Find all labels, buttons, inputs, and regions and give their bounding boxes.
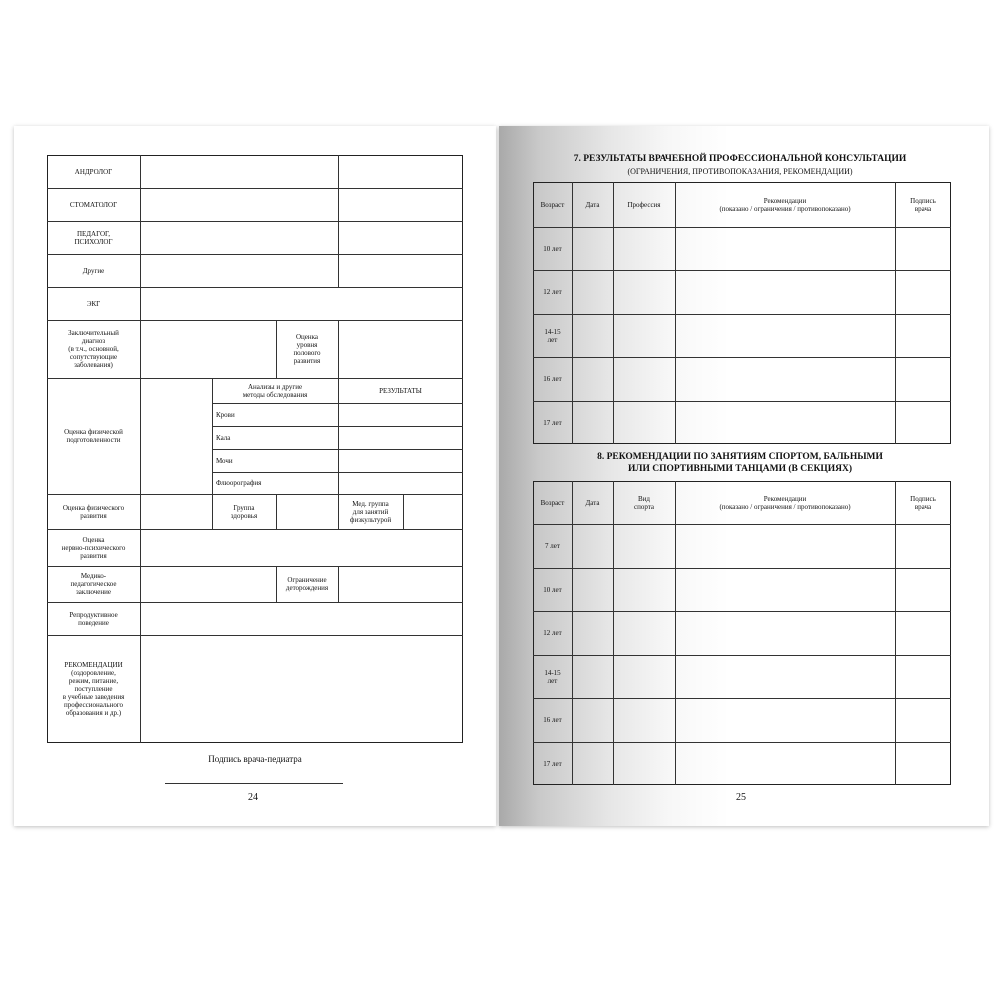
column-divider — [338, 320, 339, 378]
label-physical-fitness: Оценка физической подготовленности — [64, 428, 123, 444]
row-divider — [533, 401, 951, 402]
column-divider — [338, 566, 339, 602]
label-childbirth-limit: Ограничение деторождения — [285, 576, 329, 592]
page-number-right: 25 — [736, 792, 746, 803]
row-divider — [533, 568, 951, 569]
s8-age-cell: 10 лет — [543, 585, 562, 594]
s7-header-signature: Подпись врача — [910, 196, 936, 213]
label-health-group: Группа здоровья — [230, 503, 258, 520]
row-divider — [533, 698, 951, 699]
section8-table — [533, 481, 951, 785]
signature-label: Подпись врача-педиатра — [208, 754, 302, 764]
s8-age-cell: 7 лет — [545, 542, 560, 550]
section7-title: 7. РЕЗУЛЬТАТЫ ВРАЧЕБНОЙ ПРОФЕССИОНАЛЬНОЙ КОНСУЛЬТАЦИИ — [573, 154, 907, 164]
column-divider — [276, 494, 277, 529]
row-divider — [533, 227, 951, 228]
label-reproductive: Репродуктивное поведение — [69, 610, 118, 627]
label-ecg: ЭКГ — [86, 299, 101, 308]
label-andrologist: АНДРОЛОГ — [74, 167, 113, 176]
s8-age-cell: 16 лет — [543, 716, 562, 724]
s8-age-cell: 12 лет — [543, 629, 562, 637]
row-divider — [533, 524, 951, 525]
section8-title: 8. РЕКОМЕНДАЦИИ ПО ЗАНЯТИЯМ СПОРТОМ, БАЛЬНЫМИ ИЛИ СПОРТИВНЫМИ ТАНЦАМИ (В СЕКЦИЯХ) — [597, 452, 883, 474]
column-divider — [895, 481, 896, 785]
label-sexual-development: Оценка уровня полового развития — [293, 333, 321, 365]
label-pedagogue: ПЕДАГОГ, ПСИХОЛОГ — [74, 229, 113, 246]
s8-header-date: Дата — [585, 498, 600, 507]
column-divider — [675, 481, 676, 785]
s7-age-cell: 17 лет — [543, 418, 562, 427]
page-number-left: 24 — [248, 792, 258, 803]
label-analyses-header: Анализы и другие методы обследования — [242, 382, 308, 399]
s8-age-cell: 14-15 лет — [544, 668, 561, 685]
s8-header-age: Возраст — [540, 498, 565, 507]
row-divider — [533, 611, 951, 612]
section7-subtitle: (ОГРАНИЧЕНИЯ, ПРОТИВОПОКАЗАНИЯ, РЕКОМЕНДАЦИИ) — [627, 167, 853, 176]
s7-age-cell: 10 лет — [543, 244, 562, 253]
row-divider — [533, 742, 951, 743]
column-divider — [338, 155, 339, 287]
column-divider — [403, 494, 404, 529]
label-feces: Кала — [216, 433, 231, 442]
label-dentist: СТОМАТОЛОГ — [69, 200, 118, 209]
column-divider — [140, 155, 141, 743]
label-med-ped-conclusion: Медико- педагогическое заключение — [70, 572, 117, 596]
label-results-header: РЕЗУЛЬТАТЫ — [379, 386, 422, 395]
label-physical-development: Оценка физического развития — [62, 503, 125, 520]
s7-age-cell: 16 лет — [543, 375, 562, 383]
s8-header-sport: Вид спорта — [633, 494, 654, 511]
row-divider — [533, 314, 951, 315]
s8-header-recommendations: Рекомендации (показано / ограничения / противопоказано) — [719, 494, 851, 511]
row-divider — [533, 270, 951, 271]
label-neuro-development: Оценка нервно-психического развития — [61, 535, 126, 560]
s8-header-signature: Подпись врача — [910, 494, 936, 511]
column-divider — [572, 481, 573, 785]
label-recommendations: РЕКОМЕНДАЦИИ (оздоровление, режим, питание, поступление в учебные заведения профессионального образования и др.) — [62, 661, 125, 717]
column-divider — [613, 481, 614, 785]
row-divider — [533, 655, 951, 656]
s7-header-date: Дата — [585, 200, 600, 209]
s7-header-age: Возраст — [540, 200, 565, 209]
s7-age-cell: 12 лет — [543, 288, 562, 296]
label-fluorography: Флюорография — [216, 479, 262, 487]
s8-age-cell: 17 лет — [543, 759, 562, 768]
label-blood: Крови — [216, 410, 235, 419]
row-divider — [533, 357, 951, 358]
label-medical-group: Мед. группа для занятий физкультурой — [349, 499, 392, 524]
s7-header-profession: Профессия — [627, 200, 661, 209]
label-urine: Мочи — [216, 456, 233, 465]
s7-age-cell: 14-15 лет — [544, 327, 561, 344]
label-final-diagnosis: Заключительный диагноз (в т.ч., основной, сопутствующие заболевания) — [68, 329, 119, 369]
label-other: Другие — [82, 266, 105, 275]
signature-line — [165, 783, 343, 784]
s7-header-recommendations: Рекомендации (показано / ограничения / противопоказано) — [719, 196, 851, 213]
